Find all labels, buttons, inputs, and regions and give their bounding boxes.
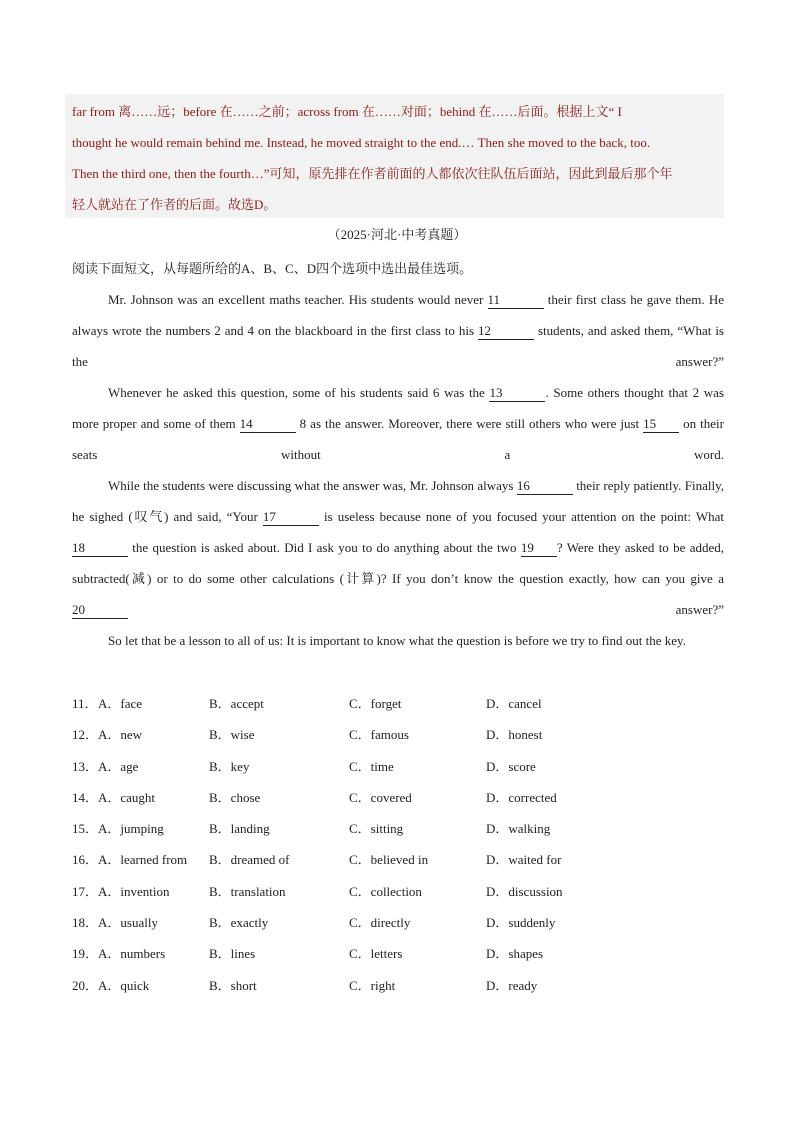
question-13	[72, 751, 672, 782]
question-12	[72, 719, 672, 750]
option-d: D．ready	[486, 977, 538, 993]
text: is useless because none of you focused your attention on the point: What	[318, 509, 724, 524]
option-a: A．numbers	[98, 946, 166, 962]
option-d: D．cancel	[486, 696, 542, 711]
paragraph-3	[72, 470, 724, 625]
blank-12: 12	[478, 323, 534, 340]
paragraph-2	[72, 377, 724, 470]
text: their first class he gave them. He always wrote the numbers 2 and 4 on the blackboard in the first class to his	[72, 292, 725, 338]
option-c: C．right	[349, 977, 396, 993]
question-number: 15．	[72, 821, 99, 837]
option-c: C．sitting	[349, 821, 404, 837]
question-14	[72, 782, 672, 813]
option-c: C．letters	[349, 946, 403, 962]
option-a: A．usually	[98, 915, 158, 931]
question-19	[72, 938, 672, 969]
blank-15: 15	[643, 416, 679, 433]
option-b: B．dreamed of	[209, 852, 290, 868]
option-d: D．score	[486, 758, 536, 774]
option-c: C．forget	[349, 696, 402, 711]
passage	[72, 253, 724, 656]
option-a: A．caught	[98, 789, 156, 805]
question-number: 19．	[72, 946, 99, 962]
option-a: A．quick	[98, 977, 150, 993]
option-a: A．jumping	[98, 821, 164, 837]
option-b: B．landing	[209, 821, 270, 837]
blank-16: 16	[517, 478, 573, 495]
question-18	[72, 907, 672, 938]
question-16	[72, 844, 672, 875]
text: . Some others thought that 2 was more proper and some of them	[72, 385, 724, 431]
question-17	[72, 876, 672, 907]
analysis-box	[65, 94, 724, 218]
option-b: B．key	[209, 758, 250, 774]
instruction: 阅读下面短文，从每题所给的A、B、C、D四个选项中选出最佳选项。	[72, 261, 473, 276]
option-d: D．suddenly	[486, 915, 556, 931]
text: on their seats without a word.	[72, 416, 724, 462]
option-c: C．covered	[349, 789, 412, 805]
blank-13: 13	[489, 385, 545, 402]
text: Mr. Johnson was an excellent maths teacher. His students would never	[108, 292, 488, 307]
option-a: A．new	[98, 727, 143, 743]
option-b: B．short	[209, 977, 257, 993]
option-d: D．honest	[486, 727, 543, 743]
option-b: B．accept	[209, 696, 264, 711]
text: While the students were discussing what the answer was, Mr. Johnson always	[108, 478, 517, 493]
question-number: 20．	[72, 977, 99, 993]
question-number: 13．	[72, 758, 99, 774]
option-b: B．exactly	[209, 915, 269, 931]
analysis-line: Then the third one, then the fourth…”可知，原先排在作者前面的人都依次往队伍后面站，因此到最后那个年	[72, 166, 673, 181]
option-b: B．lines	[209, 946, 256, 962]
question-number: 16．	[72, 852, 99, 868]
text: ? Were they asked to be added, subtracted(减) or to do some other calculations (计算)? If you don’t know the question exactly, how can you give a	[72, 540, 724, 586]
options-list	[72, 688, 672, 1001]
question-source: （2025·河北·中考真题）	[327, 227, 467, 242]
question-15	[72, 813, 672, 844]
option-d: D．corrected	[486, 789, 557, 805]
question-number: 17．	[72, 883, 99, 899]
option-c: C．directly	[349, 915, 411, 931]
analysis-line: thought he would remain behind me. Instead, he moved straight to the end.… Then she moved to the back, too.	[72, 135, 651, 150]
blank-17: 17	[263, 509, 319, 526]
question-20	[72, 970, 672, 1001]
text: Whenever he asked this question, some of his students said 6 was the	[108, 385, 490, 400]
text: 8 as the answer. Moreover, there were still others who were just	[295, 416, 644, 431]
option-b: B．wise	[209, 727, 255, 743]
blank-20: 20	[72, 602, 128, 619]
paragraph-1	[72, 284, 724, 377]
text: the question is asked about. Did I ask you to do anything about the two	[128, 540, 521, 555]
option-b: B．chose	[209, 789, 261, 805]
option-d: D．waited for	[486, 852, 562, 868]
blank-11: 11	[488, 292, 544, 309]
option-d: D．discussion	[486, 883, 563, 899]
option-a: A．invention	[98, 883, 170, 899]
question-number: 11．	[72, 696, 98, 711]
blank-18: 18	[72, 540, 128, 557]
option-c: C．time	[349, 758, 394, 774]
question-number: 14．	[72, 789, 99, 805]
option-a: A．learned from	[98, 852, 188, 868]
text: answer?”	[128, 602, 724, 617]
option-d: D．shapes	[486, 946, 544, 962]
blank-19: 19	[521, 540, 557, 557]
analysis-line: far from 离……远；before 在……之前；across from 在……对面；behind 在……后面。根据上文“ I	[72, 104, 622, 119]
option-c: C．collection	[349, 883, 422, 899]
analysis-line: 轻人就站在了作者的后面。故选D。	[72, 197, 277, 212]
question-number: 12．	[72, 727, 99, 743]
blank-14: 14	[240, 416, 296, 433]
option-d: D．walking	[486, 821, 551, 837]
option-c: C．famous	[349, 727, 409, 743]
option-a: A．face	[98, 696, 143, 711]
question-11	[72, 688, 672, 719]
text: their reply patiently. Finally, he sighed (叹气) and said, “Your	[72, 478, 724, 524]
option-c: C．believed in	[349, 852, 429, 868]
text: students, and asked them, “What is the answer?”	[72, 323, 724, 369]
paragraph-4: So let that be a lesson to all of us: It is important to know what the question is before we try to find out the key.	[108, 633, 686, 648]
question-number: 18．	[72, 915, 99, 931]
option-a: A．age	[98, 758, 139, 774]
option-b: B．translation	[209, 883, 286, 899]
